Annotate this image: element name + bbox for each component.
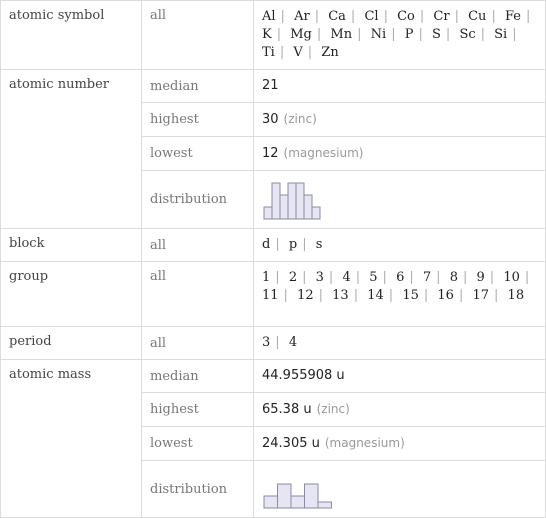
separator: |: [353, 288, 359, 303]
histogram-bar: [264, 207, 272, 219]
atomic-number-lowest-note: (magnesium): [283, 146, 364, 160]
separator: |: [275, 335, 280, 350]
separator: |: [328, 270, 334, 285]
list-item: 10: [503, 270, 520, 285]
separator: |: [275, 270, 280, 285]
list-item: 2: [288, 270, 298, 285]
list-item: Zn: [321, 45, 339, 60]
atomic-mass-lowest-note: (magnesium): [324, 436, 405, 450]
separator: |: [391, 27, 396, 42]
list-item: Sc: [459, 27, 476, 42]
list-item: 12: [297, 288, 314, 303]
atomic-mass-median: 44.955908 u: [254, 360, 546, 393]
separator: |: [318, 288, 324, 303]
list-item: s: [315, 237, 323, 252]
histogram-bar: [304, 195, 312, 219]
separator: |: [436, 270, 441, 285]
list-item: Ar: [294, 9, 310, 24]
separator: |: [480, 27, 486, 42]
separator: |: [445, 27, 451, 42]
atomic-number-lowest-cell: [254, 137, 546, 171]
list-item: Mg: [290, 27, 312, 42]
group-sub: all: [142, 262, 254, 327]
list-item: 1: [262, 270, 271, 285]
separator: |: [283, 288, 288, 303]
histogram-bar: [291, 496, 305, 508]
separator: |: [276, 27, 282, 42]
list-item: 3: [315, 270, 324, 285]
list-item: 7: [422, 270, 432, 285]
atomic-number-highest-label: highest: [142, 103, 254, 137]
separator: |: [458, 288, 464, 303]
histogram-bar: [272, 183, 280, 219]
list-item: 16: [437, 288, 454, 303]
separator: |: [494, 288, 499, 303]
separator: |: [489, 270, 495, 285]
separator: |: [512, 27, 517, 42]
atomic-number-label: atomic number: [1, 70, 142, 229]
atomic-number-lowest-label: lowest: [142, 137, 254, 171]
histogram-bar: [278, 484, 292, 508]
separator: |: [307, 45, 313, 60]
atomic-mass-dist-label: distribution: [142, 461, 254, 518]
period-label: period: [1, 327, 142, 360]
separator: |: [525, 9, 531, 24]
list-item: d: [262, 237, 271, 252]
histogram-bar: [312, 207, 320, 219]
atomic-number-highest-cell: [254, 103, 546, 137]
separator: |: [302, 270, 307, 285]
atomic-number-lowest: 12: [262, 146, 279, 161]
list-item: p: [288, 237, 298, 252]
atomic-symbol-list: [254, 1, 546, 70]
separator: |: [316, 27, 322, 42]
atomic-number-histogram: [262, 179, 324, 221]
histogram-bar: [288, 183, 296, 219]
list-item: 3: [262, 335, 271, 350]
list-item: 9: [476, 270, 485, 285]
atomic-number-dist-label: distribution: [142, 171, 254, 229]
list-item: 4: [288, 335, 298, 350]
list-item: Fe: [504, 9, 521, 24]
period-sub: all: [142, 327, 254, 360]
list-item: K: [262, 27, 272, 42]
atomic-number-median: 21: [254, 70, 546, 103]
atomic-mass-lowest: 24.305 u: [262, 436, 320, 451]
separator: |: [388, 288, 394, 303]
list-item: Cl: [364, 9, 379, 24]
atomic-mass-label: atomic mass: [1, 360, 142, 518]
list-item: 18: [507, 288, 525, 303]
histogram-bar: [318, 502, 332, 508]
list-item: 11: [262, 288, 279, 303]
atomic-mass-highest-cell: [254, 393, 546, 427]
atomic-symbol-label: atomic symbol: [1, 1, 142, 70]
atomic-mass-lowest-cell: [254, 427, 546, 461]
atomic-mass-median-label: median: [142, 360, 254, 393]
list-item: 4: [342, 270, 351, 285]
separator: |: [491, 9, 496, 24]
list-item: Cr: [433, 9, 450, 24]
list-item: 15: [402, 288, 419, 303]
list-item: Ca: [328, 9, 346, 24]
atomic-number-median-label: median: [142, 70, 254, 103]
block-list: [254, 229, 546, 262]
list-item: 13: [332, 288, 349, 303]
separator: |: [524, 270, 530, 285]
list-item: Ti: [262, 45, 275, 60]
separator: |: [357, 27, 362, 42]
separator: |: [419, 9, 425, 24]
list-item: 8: [449, 270, 458, 285]
separator: |: [350, 9, 356, 24]
separator: |: [423, 288, 429, 303]
histogram-bar: [305, 484, 319, 508]
group-label: group: [1, 262, 142, 327]
atomic-number-highest-note: (zinc): [283, 112, 317, 126]
list-item: Si: [494, 27, 508, 42]
separator: |: [302, 237, 307, 252]
atomic-number-highest: 30: [262, 112, 279, 127]
separator: |: [355, 270, 361, 285]
list-item: Cu: [468, 9, 487, 24]
separator: |: [383, 9, 388, 24]
separator: |: [279, 45, 285, 60]
separator: |: [314, 9, 320, 24]
separator: |: [409, 270, 414, 285]
list-item: 6: [396, 270, 405, 285]
separator: |: [462, 270, 468, 285]
list-item: 17: [472, 288, 490, 303]
block-label: block: [1, 229, 142, 262]
atomic-mass-highest-note: (zinc): [316, 402, 350, 416]
list-item: P: [404, 27, 414, 42]
atomic-mass-lowest-label: lowest: [142, 427, 254, 461]
period-list: [254, 327, 546, 360]
histogram-bar: [264, 496, 278, 508]
separator: |: [280, 9, 285, 24]
list-item: Ni: [370, 27, 387, 42]
list-item: V: [293, 45, 303, 60]
list-item: S: [432, 27, 441, 42]
atomic-symbol-sub: all: [142, 1, 254, 70]
block-sub: all: [142, 229, 254, 262]
separator: |: [275, 237, 280, 252]
histogram-bar: [296, 183, 304, 219]
list-item: Al: [262, 9, 276, 24]
list-item: Co: [397, 9, 415, 24]
atomic-mass-histogram: [262, 468, 334, 510]
list-item: Mn: [330, 27, 353, 42]
list-item: 14: [367, 288, 384, 303]
separator: |: [454, 9, 459, 24]
atomic-mass-highest: 65.38 u: [262, 402, 312, 417]
separator: |: [382, 270, 387, 285]
separator: |: [418, 27, 423, 42]
list-item: 5: [369, 270, 378, 285]
histogram-bar: [280, 195, 288, 219]
atomic-mass-highest-label: highest: [142, 393, 254, 427]
group-list: [254, 262, 546, 327]
